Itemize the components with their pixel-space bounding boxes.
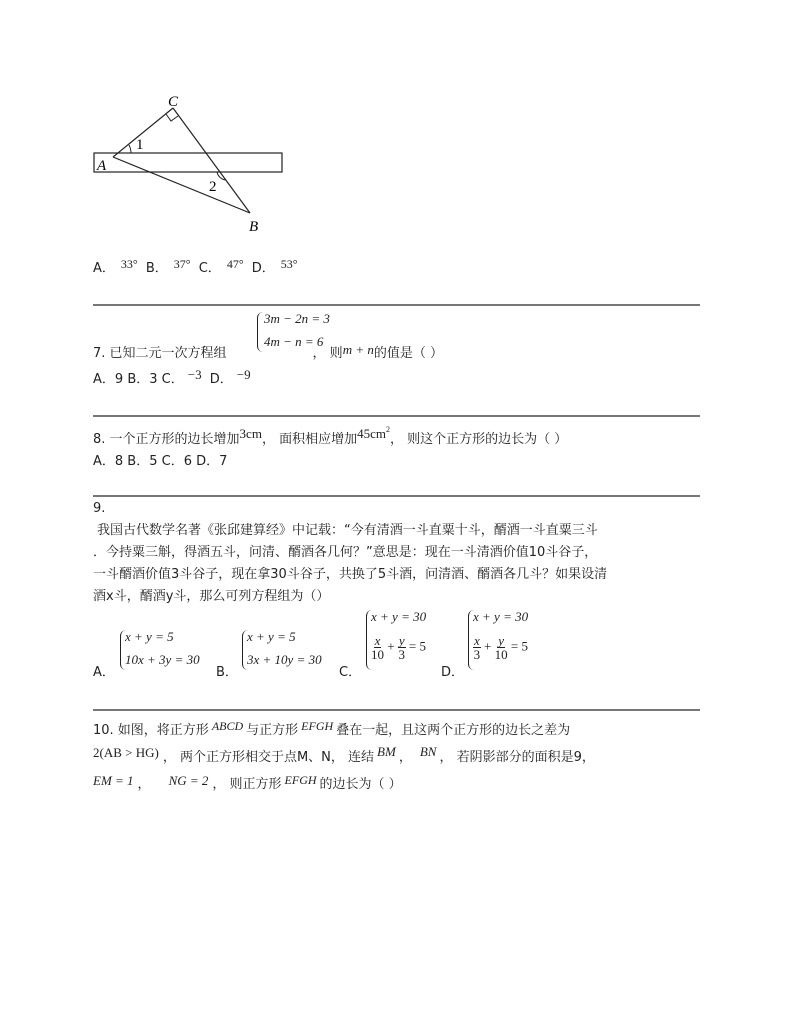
q9-opt-d-frac1-den: 3 — [473, 647, 481, 662]
q9-opt-c-eq: = 5 — [408, 638, 426, 654]
q7-mid: ， 则 — [312, 346, 343, 361]
q10-text-1c: 叠在一起，且这两个正方形的边长之差为 — [336, 723, 571, 738]
angle-1-arc — [129, 145, 131, 153]
q7-stem — [93, 342, 443, 361]
separator — [93, 709, 700, 711]
q10-line-2 — [93, 746, 595, 765]
q6-opt-c-value: 47° — [226, 257, 244, 271]
q7-expr: m + n — [342, 342, 374, 357]
q9-line-3: 一斗醑酒价值3斗谷子，现在拿30斗谷子，共换了5斗酒，问清酒、醑酒各几斗？如果设清 — [93, 567, 608, 582]
q9-opt-d-label: D． — [441, 665, 465, 680]
q9-number: 9. — [93, 501, 106, 516]
q10-text-3b: ， 则正方形 — [212, 777, 282, 792]
q9-line-2: ．今持粟三斛，得酒五斗，问清、醑酒各几何？”意思是：现在一斗清酒价值10斗谷子， — [93, 545, 598, 560]
label-a: A — [97, 158, 107, 174]
q7-opt-d: D． — [209, 372, 233, 387]
q9-opt-d-frac2-den: 10 — [494, 647, 508, 662]
q9-opt-c-frac1-num: x — [374, 633, 381, 648]
q8-part-2: ， 面积相应增加 — [261, 432, 358, 447]
q9-opt-c-plus: + — [387, 638, 395, 654]
q10-bm: BM — [377, 744, 396, 759]
q8-value-2-exponent: 2 — [385, 424, 390, 434]
q9-opt-c-label: C． — [339, 665, 362, 680]
q6-opt-c-label: C． — [198, 261, 221, 276]
q7-suffix: 的值是（ ） — [373, 346, 443, 361]
q6-opt-b-value: 37° — [173, 257, 191, 271]
q7-opt-c: C． — [161, 372, 184, 387]
q6-opt-a-value: 33° — [120, 257, 138, 271]
q9-opt-c-eq1: x + y = 30 — [371, 609, 427, 624]
label-c: C — [168, 94, 179, 110]
q9-opt-c-eq2 — [371, 634, 426, 661]
separator — [93, 495, 700, 497]
q10-text-1a: 10. 如图，将正方形 — [93, 723, 209, 738]
q10-diff: 2(AB > HG) — [93, 745, 159, 760]
q9-opt-d-eq: = 5 — [510, 638, 528, 654]
q10-text-1b: 与正方形 — [246, 723, 299, 738]
separator — [93, 304, 700, 306]
q10-ng: NG = 2 — [168, 773, 209, 788]
q9-opt-c-frac1-den: 10 — [371, 647, 384, 662]
q10-comma: ， — [398, 750, 412, 765]
q9-opt-d-eq2 — [473, 634, 528, 661]
q7-prefix: 7. 已知二元一次方程组 — [93, 346, 227, 361]
label-angle-1: 1 — [136, 137, 144, 153]
separator — [93, 415, 700, 417]
q7-opt-c-value: −3 — [187, 367, 202, 382]
q10-line-3 — [93, 773, 402, 792]
q6-opt-b-label: B． — [145, 261, 168, 276]
q10-line-1 — [93, 719, 570, 738]
q9-opt-b-eq1: x + y = 5 — [247, 629, 296, 644]
q9-opt-d-frac2-num: y — [498, 633, 505, 648]
q10-efgh: EFGH — [301, 719, 334, 733]
ruler-strip — [94, 153, 282, 172]
q10-text-2b: ， 两个正方形相交于点M、N， 连结 — [162, 750, 375, 765]
q6-opt-d-label: D． — [251, 261, 275, 276]
q7-opt-b: B．3 — [127, 372, 158, 387]
q10-comma-2: ， — [137, 777, 151, 792]
label-b: B — [249, 219, 259, 235]
q9-opt-d-plus: + — [484, 638, 492, 654]
q9-line-4: 酒x斗，醑酒y斗，那么可列方程组为（） — [93, 589, 330, 604]
q8-part-3: ， 则这个正方形的边长为（ ） — [389, 432, 568, 447]
triangle-figure — [88, 90, 298, 240]
q9-opt-a-label: A． — [93, 665, 115, 680]
q9-opt-c-frac2-den: 3 — [398, 647, 405, 662]
q6-opt-d-value: 53° — [280, 257, 298, 271]
q10-em: EM = 1 — [93, 773, 134, 788]
q8-stem — [93, 424, 568, 447]
q10-bn: BN — [419, 744, 437, 759]
q6-options — [93, 257, 302, 276]
q7-options — [93, 368, 255, 387]
q7-eq1: 3m − 2n = 3 — [264, 311, 330, 326]
q9-opt-d-eq1: x + y = 30 — [473, 609, 529, 624]
q9-opt-a-eq1: x + y = 5 — [125, 629, 174, 644]
label-angle-2: 2 — [209, 179, 217, 195]
q10-text-2c: ， 若阴影部分的面积是9， — [439, 750, 595, 765]
q9-opt-d-frac1-num: x — [474, 633, 480, 648]
q7-opt-a: A．9 — [93, 372, 124, 387]
q9-opt-b-label: B． — [216, 665, 238, 680]
q7-eq2: 4m − n = 6 — [264, 334, 324, 349]
q8-value-1: 3cm — [239, 426, 262, 441]
q7-opt-d-value: −9 — [236, 367, 251, 382]
q9-line-1: 我国古代数学名著《张邱建算经》中记载：“今有清酒一斗直粟十斗，醑酒一斗直粟三斗 — [97, 523, 598, 538]
right-angle-mark — [166, 114, 178, 121]
q8-value-2: 45cm — [357, 426, 386, 441]
q10-efgh-2: EFGH — [284, 773, 317, 787]
q8-part-1: 8. 一个正方形的边长增加 — [93, 432, 240, 447]
q9-opt-a-eq2: 10x + 3y = 30 — [125, 652, 200, 667]
q10-text-3c: 的边长为（ ） — [319, 777, 402, 792]
q9-opt-c-frac2-num: y — [398, 633, 405, 648]
q6-opt-a-label: A． — [93, 261, 115, 276]
q8-options: A．8 B．5 C．6 D．7 — [93, 454, 228, 469]
q10-abcd: ABCD — [211, 719, 244, 733]
q9-opt-b-eq2: 3x + 10y = 30 — [247, 652, 322, 667]
